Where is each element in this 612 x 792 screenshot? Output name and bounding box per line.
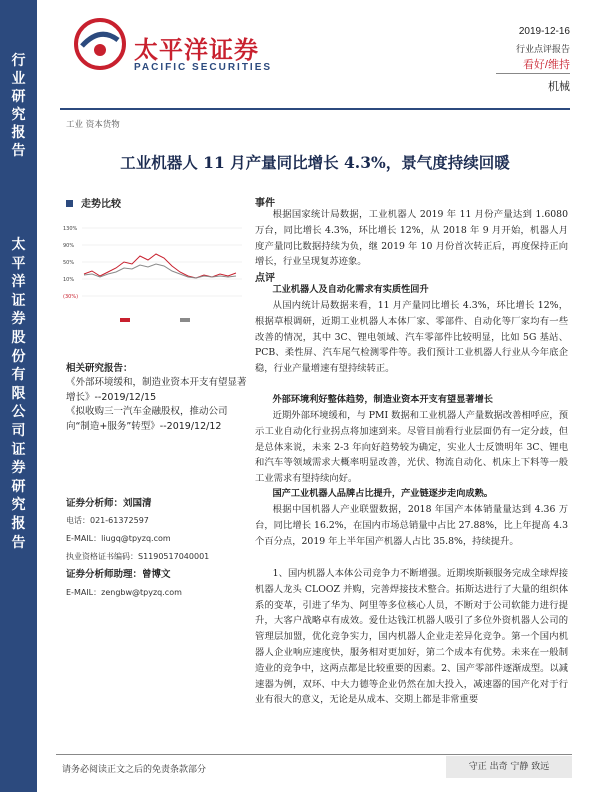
report-type: 行业点评报告 xyxy=(515,44,570,54)
sidebar-bottom-label xyxy=(0,236,37,552)
trend-chart xyxy=(62,216,248,328)
footer-disclaimer: 请务必阅读正文之后的免责条款部分 xyxy=(62,765,207,775)
point4-text: 1、国内机器人本体公司竞争力不断增强。近期埃斯顿服务完成全球焊接机器人龙头 CLOOZ 并购，完善焊接技术整合。拓斯达进行了大量的组织体系的变革，引进了华为、阿里等多位核心人员，不断对于公司软能力进行提升，大客户战略卓有成效。爱仕达钱江机器人吸引了多位外资机器人公司的管理层加盟，优化竞争实力，国内机器人企业走差异化竞争。第一个国内机器人企业响应速度快，服务相对更加好，第二个成本有优势。未来在一般制造业的竞争中，这两点都是比较重要的因素。2、国产零部件逐渐成型。以减速器为例，双环、中大力德等企业仍然在加大投入，减速器的国产化对于行业有很大的意义，无论是从成本、交期上都是非常重要 xyxy=(255,568,568,706)
sidebar-bottom-char: 公 xyxy=(11,404,26,421)
series-line-2 xyxy=(84,264,236,278)
legend-swatch-1 xyxy=(120,318,130,322)
sidebar-bottom-char: 报 xyxy=(11,515,26,532)
point2-text: 近期外部环境缓和，与 PMI 数据和工业机器人产量数据改善相呼应，预示工业自动化行业拐点将加速到来。尽管目前看行业层面仍有一定分歧，但是总体来说，未来 2-3 年向好趋势较为确定，实业人士反馈明年 3C、锂电和汽车等领域需求大概率明显改善，光伏、物流自动化、机床上下料等一般工业需求有望持续向好。 xyxy=(255,410,568,485)
header-rule xyxy=(60,108,570,110)
sidebar-bottom-char: 洋 xyxy=(11,274,26,291)
sidebar-bottom-char: 股 xyxy=(11,329,26,346)
legend-swatch-2 xyxy=(180,318,190,322)
assistant-label: 证券分析师助理：曾博文 xyxy=(66,569,171,580)
point3-text: 根据中国机器人产业联盟数据，2018 年国产本体销量量达到 4.36 万台，同比增长 16.2%，在国内市场总销量中占比 27.88%，比上年提高 4.3 个百分点，2019 年上半年国产机器人占比 35.8%，持续提升。 xyxy=(255,504,568,547)
point1-heading: 工业机器人及自动化需求有实质性回升 xyxy=(272,284,429,295)
sidebar-bottom-char: 有 xyxy=(11,367,26,384)
sidebar-bottom-char: 究 xyxy=(11,497,26,514)
related-reports-title: 相关研究报告： xyxy=(66,363,133,374)
event-text: 根据国家统计局数据，工业机器人 2019 年 11 月份产量达到 1.6080 万台，同比增长 4.3%，环比增长 12%，从 2018 年 9 月开始，机器人月度产量同比数据持续为负，继 2019 年 10 月份首次转正后，再度保持正向增长，行业呈现复苏迹象。 xyxy=(255,209,568,268)
comment-heading: 点评 xyxy=(255,273,275,284)
rating: 看好/维持 xyxy=(522,59,570,71)
sidebar xyxy=(0,0,37,792)
sidebar-top-char: 告 xyxy=(11,143,26,159)
brand-name-en: PACIFIC SECURITIES xyxy=(134,62,273,73)
sidebar-bottom-char: 研 xyxy=(11,478,26,495)
sidebar-bottom-char: 券 xyxy=(11,311,26,328)
analyst-label: 证券分析师：刘国清 xyxy=(66,498,152,509)
analyst-cert: 执业资格证书编码：S1190517040001 xyxy=(66,552,210,561)
sidebar-bottom-char: 证 xyxy=(11,441,26,458)
y-tick-label: 50% xyxy=(63,260,75,266)
sidebar-top-label xyxy=(0,52,37,160)
related-report-item[interactable]: 《拟收购三一汽车金融股权，推动公司向“制造+服务”转型》--2019/12/12 xyxy=(66,406,228,432)
header-divider xyxy=(496,73,570,74)
sidebar-bottom-char: 平 xyxy=(11,255,26,272)
sidebar-bottom-char: 限 xyxy=(11,385,26,402)
sidebar-top-char: 究 xyxy=(11,107,26,123)
point2-heading: 外部环境利好整体趋势，制造业资本开支有望显著增长 xyxy=(272,394,493,405)
sidebar-top-char: 业 xyxy=(11,71,26,87)
footer-rule xyxy=(56,754,572,755)
sector: 机械 xyxy=(548,81,570,93)
sidebar-bottom-char: 份 xyxy=(11,348,26,365)
sidebar-top-char: 研 xyxy=(11,89,26,105)
assistant-email[interactable]: E-MAIL：zengbw@tpyzq.com xyxy=(66,588,182,597)
footer-motto: 守正 出奇 宁静 致远 xyxy=(446,756,572,778)
related-report-item[interactable]: 《外部环境缓和，制造业资本开支有望显著增长》--2019/12/15 xyxy=(66,377,247,403)
report-title: 工业机器人 11 月产量同比增长 4.3%，景气度持续回暖 xyxy=(120,153,510,172)
sidebar-bottom-char: 证 xyxy=(11,292,26,309)
sidebar-bottom-char: 告 xyxy=(11,534,26,551)
sidebar-bottom-char: 券 xyxy=(11,460,26,477)
brand-name-cn: 太平洋证券 xyxy=(134,36,259,64)
y-tick-label: 10% xyxy=(63,277,75,283)
sidebar-top-char: 行 xyxy=(11,53,26,69)
analyst-phone: 电话：021-61372597 xyxy=(66,516,149,525)
analyst-email[interactable]: E-MAIL：liugq@tpyzq.com xyxy=(66,534,171,543)
event-heading: 事件 xyxy=(255,198,275,209)
point3-heading: 国产工业机器人品牌占比提升，产业链逐步走向成熟。 xyxy=(272,488,493,499)
y-tick-label: 130% xyxy=(63,226,78,232)
report-date: 2019-12-16 xyxy=(518,26,570,37)
y-tick-label: 90% xyxy=(63,243,75,249)
y-tick-label: (30%) xyxy=(63,294,79,300)
trend-title: 走势比较 xyxy=(66,195,121,210)
breadcrumb: 工业 资本货物 xyxy=(66,120,120,130)
sidebar-top-char: 报 xyxy=(11,125,26,141)
sidebar-bottom-char: 司 xyxy=(11,422,26,439)
point1-text: 从国内统计局数据来看，11 月产量同比增长 4.3%，环比增长 12%，根据草根调研，近期工业机器人本体厂家、零部件、自动化等厂家均有一些改善的情况，其中 3C、锂电领域、汽车零部件比较明显，比如 5G 基站、PCB、柔性屏、汽车尾气检测零件等。我们预计工业机器人行业从今年底企稳，行业产量增速有望持续转正。 xyxy=(255,300,568,375)
company-logo-icon xyxy=(74,18,126,70)
sidebar-bottom-char: 太 xyxy=(11,237,26,253)
related-reports xyxy=(66,376,248,434)
